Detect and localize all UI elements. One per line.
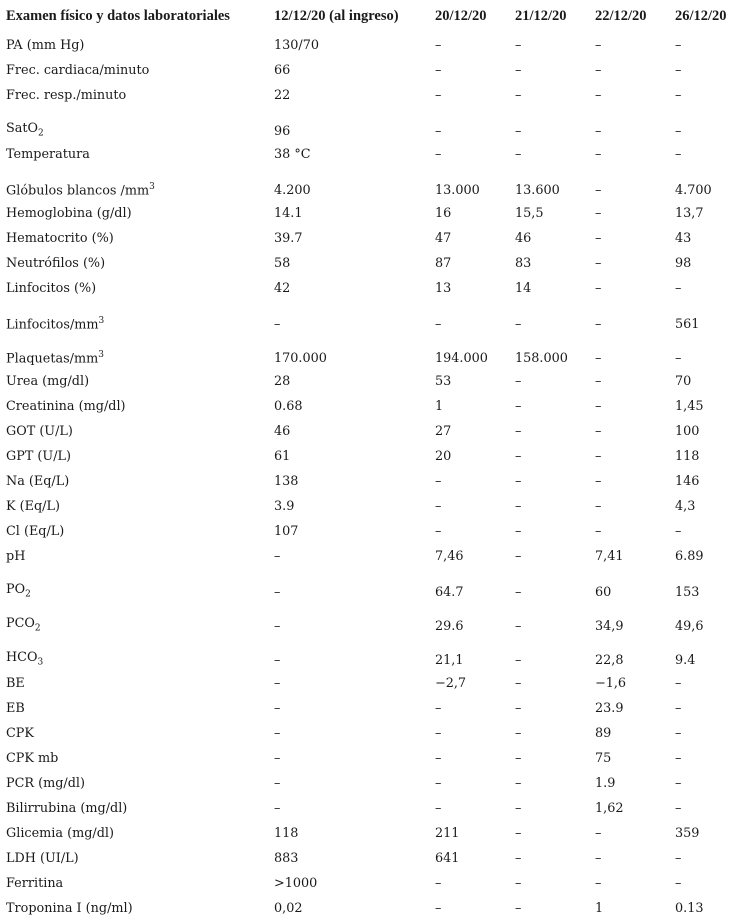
cell-value: – bbox=[515, 38, 522, 53]
cell-value: 22 bbox=[274, 88, 291, 103]
header-date-1: 12/12/20 (al ingreso) bbox=[274, 8, 399, 24]
cell-value: 49,6 bbox=[675, 619, 704, 634]
row-label-text: Bilirrubina (mg/dl) bbox=[6, 801, 128, 816]
cell-value: – bbox=[435, 776, 442, 791]
cell-value: – bbox=[515, 88, 522, 103]
row-label-text: Creatinina (mg/dl) bbox=[6, 399, 126, 414]
cell-value: – bbox=[595, 499, 602, 514]
table-row bbox=[0, 696, 746, 721]
row-label bbox=[0, 821, 268, 846]
row-label bbox=[0, 637, 268, 671]
row-label bbox=[0, 419, 268, 444]
table-row bbox=[0, 637, 746, 671]
cell-value: 1,62 bbox=[595, 801, 624, 816]
cell-value: 6.89 bbox=[675, 549, 704, 564]
row-label bbox=[0, 142, 268, 167]
table-row bbox=[0, 846, 746, 871]
cell-value: 89 bbox=[595, 726, 612, 741]
cell-value: – bbox=[435, 701, 442, 716]
row-label bbox=[0, 519, 268, 544]
row-label bbox=[0, 603, 268, 637]
cell-value: 58 bbox=[274, 256, 291, 271]
cell-value: – bbox=[435, 499, 442, 514]
row-label-text: LDH (UI/L) bbox=[6, 851, 79, 866]
cell-value: – bbox=[595, 351, 602, 366]
cell-value: 130/70 bbox=[274, 38, 320, 53]
row-label bbox=[0, 746, 268, 771]
table-row bbox=[0, 721, 746, 746]
row-label bbox=[0, 771, 268, 796]
cell-value: 883 bbox=[274, 851, 299, 866]
cell-value: – bbox=[515, 474, 522, 489]
row-label-text: PA (mm Hg) bbox=[6, 38, 85, 53]
cell-value: 61 bbox=[274, 449, 291, 464]
cell-value: – bbox=[595, 281, 602, 296]
cell-value: 83 bbox=[515, 256, 532, 271]
row-label-text: Na (Eq/L) bbox=[6, 474, 70, 489]
cell-value: – bbox=[515, 499, 522, 514]
table-row bbox=[0, 671, 746, 696]
row-label-text: Neutrófilos (%) bbox=[6, 256, 106, 271]
cell-value: 23.9 bbox=[595, 701, 624, 716]
cell-value: – bbox=[515, 524, 522, 539]
cell-value: 39.7 bbox=[274, 231, 303, 246]
cell-value: 138 bbox=[274, 474, 299, 489]
label-subscript: 2 bbox=[25, 590, 31, 600]
cell-value: – bbox=[675, 147, 682, 162]
cell-value: – bbox=[595, 449, 602, 464]
row-label bbox=[0, 394, 268, 419]
cell-value: – bbox=[515, 653, 522, 668]
header-date-3: 21/12/20 bbox=[515, 8, 567, 24]
row-label-text: CPK bbox=[6, 726, 34, 741]
row-label-text: BE bbox=[6, 676, 25, 691]
cell-value: – bbox=[435, 147, 442, 162]
cell-value: – bbox=[435, 317, 442, 332]
cell-value: 561 bbox=[675, 317, 700, 332]
row-label-text: GPT (U/L) bbox=[6, 449, 72, 464]
row-label-text: Frec. resp./minuto bbox=[6, 88, 127, 103]
cell-value: – bbox=[435, 801, 442, 816]
cell-value: 15,5 bbox=[515, 206, 544, 221]
cell-value: 16 bbox=[435, 206, 452, 221]
cell-value: – bbox=[515, 449, 522, 464]
cell-value: 20 bbox=[435, 449, 452, 464]
cell-value: 4,3 bbox=[675, 499, 696, 514]
cell-value: 1 bbox=[595, 901, 604, 916]
row-label bbox=[0, 846, 268, 871]
label-subscript: 2 bbox=[38, 129, 44, 139]
cell-value: – bbox=[515, 876, 522, 891]
cell-value: 29.6 bbox=[435, 619, 464, 634]
table-row bbox=[0, 369, 746, 394]
table-row bbox=[0, 603, 746, 637]
cell-value: – bbox=[515, 776, 522, 791]
cell-value: – bbox=[274, 676, 281, 691]
table-row bbox=[0, 821, 746, 846]
cell-value: – bbox=[435, 524, 442, 539]
cell-value: 641 bbox=[435, 851, 460, 866]
cell-value: – bbox=[595, 231, 602, 246]
cell-value: – bbox=[675, 38, 682, 53]
cell-value: – bbox=[675, 676, 682, 691]
row-label-text: Temperatura bbox=[6, 147, 90, 162]
cell-value: – bbox=[515, 701, 522, 716]
cell-value: 64.7 bbox=[435, 585, 464, 600]
row-label-text: PO bbox=[6, 582, 26, 598]
cell-value: 87 bbox=[435, 256, 452, 271]
table-row bbox=[0, 519, 746, 544]
row-label bbox=[0, 721, 268, 746]
table-row bbox=[0, 569, 746, 603]
cell-value: 1,45 bbox=[675, 399, 704, 414]
cell-value: – bbox=[274, 619, 281, 634]
cell-value: – bbox=[435, 124, 442, 139]
cell-value: 1.9 bbox=[595, 776, 616, 791]
cell-value: >1000 bbox=[274, 876, 318, 891]
cell-value: – bbox=[515, 549, 522, 564]
cell-value: 28 bbox=[274, 374, 291, 389]
cell-value: 96 bbox=[274, 124, 291, 139]
cell-value: – bbox=[274, 317, 281, 332]
cell-value: – bbox=[595, 826, 602, 841]
cell-value: – bbox=[274, 776, 281, 791]
cell-value: 4.700 bbox=[675, 183, 712, 198]
table-row bbox=[0, 494, 746, 519]
cell-value: – bbox=[675, 124, 682, 139]
cell-value: – bbox=[435, 474, 442, 489]
cell-value: – bbox=[515, 124, 522, 139]
cell-value: – bbox=[515, 826, 522, 841]
row-label-text: Urea (mg/dl) bbox=[6, 374, 90, 389]
table-row bbox=[0, 33, 746, 58]
cell-value: – bbox=[595, 256, 602, 271]
row-label bbox=[0, 33, 268, 58]
table-row bbox=[0, 58, 746, 83]
cell-value: 46 bbox=[274, 424, 291, 439]
row-label-text: Troponina I (ng/ml) bbox=[6, 901, 133, 916]
cell-value: 118 bbox=[274, 826, 299, 841]
row-label bbox=[0, 301, 268, 335]
table-row bbox=[0, 871, 746, 896]
cell-value: 146 bbox=[675, 474, 700, 489]
cell-value: – bbox=[274, 701, 281, 716]
cell-value: – bbox=[515, 424, 522, 439]
cell-value: – bbox=[675, 851, 682, 866]
cell-value: – bbox=[595, 124, 602, 139]
row-label bbox=[0, 201, 268, 226]
table-row bbox=[0, 444, 746, 469]
row-label bbox=[0, 696, 268, 721]
table-row bbox=[0, 335, 746, 369]
cell-value: 70 bbox=[675, 374, 692, 389]
cell-value: – bbox=[515, 63, 522, 78]
row-label-text: Cl (Eq/L) bbox=[6, 524, 65, 539]
cell-value: – bbox=[274, 585, 281, 600]
cell-value: 60 bbox=[595, 585, 612, 600]
table-row bbox=[0, 796, 746, 821]
row-label-text: HCO bbox=[6, 650, 38, 666]
row-label bbox=[0, 108, 268, 142]
row-label-text: Glóbulos blancos /mm bbox=[6, 183, 150, 198]
table-row bbox=[0, 83, 746, 108]
row-label bbox=[0, 544, 268, 569]
cell-value: – bbox=[675, 351, 682, 366]
cell-value: 158.000 bbox=[515, 351, 568, 366]
table-row bbox=[0, 771, 746, 796]
cell-value: – bbox=[435, 901, 442, 916]
cell-value: 22,8 bbox=[595, 653, 624, 668]
cell-value: −1,6 bbox=[595, 676, 627, 691]
cell-value: 13.000 bbox=[435, 183, 480, 198]
row-label bbox=[0, 796, 268, 821]
cell-value: 21,1 bbox=[435, 653, 464, 668]
row-label-text: SatO bbox=[6, 121, 39, 137]
cell-value: 27 bbox=[435, 424, 452, 439]
row-label bbox=[0, 369, 268, 394]
cell-value: – bbox=[274, 653, 281, 668]
cell-value: – bbox=[675, 701, 682, 716]
cell-value: 211 bbox=[435, 826, 460, 841]
cell-value: 7,41 bbox=[595, 549, 624, 564]
row-label-text: Hematocrito (%) bbox=[6, 231, 114, 246]
cell-value: – bbox=[595, 147, 602, 162]
row-label bbox=[0, 251, 268, 276]
row-label-text: EB bbox=[6, 701, 25, 716]
cell-value: 1 bbox=[435, 399, 444, 414]
cell-value: 3.9 bbox=[274, 499, 295, 514]
cell-value: 38 °C bbox=[274, 147, 311, 162]
header-row bbox=[0, 0, 746, 33]
cell-value: 9.4 bbox=[675, 653, 696, 668]
cell-value: – bbox=[595, 524, 602, 539]
row-label-text: Ferritina bbox=[6, 876, 64, 891]
cell-value: 118 bbox=[675, 449, 700, 464]
cell-value: – bbox=[595, 876, 602, 891]
cell-value: – bbox=[675, 751, 682, 766]
cell-value: – bbox=[595, 851, 602, 866]
cell-value: – bbox=[435, 88, 442, 103]
cell-value: – bbox=[675, 876, 682, 891]
cell-value: 34,9 bbox=[595, 619, 624, 634]
cell-value: 0.13 bbox=[675, 901, 704, 916]
cell-value: – bbox=[515, 726, 522, 741]
cell-value: 107 bbox=[274, 524, 299, 539]
cell-value: – bbox=[435, 63, 442, 78]
cell-value: – bbox=[515, 751, 522, 766]
row-label bbox=[0, 871, 268, 896]
cell-value: 194.000 bbox=[435, 351, 488, 366]
row-label bbox=[0, 58, 268, 83]
table-row bbox=[0, 419, 746, 444]
cell-value: – bbox=[595, 63, 602, 78]
cell-value: 75 bbox=[595, 751, 612, 766]
cell-value: 0,02 bbox=[274, 901, 303, 916]
cell-value: – bbox=[595, 474, 602, 489]
cell-value: – bbox=[274, 801, 281, 816]
header-date-5: 26/12/20 bbox=[675, 8, 727, 24]
cell-value: 43 bbox=[675, 231, 692, 246]
row-label-text: CPK mb bbox=[6, 751, 59, 766]
label-superscript: 3 bbox=[98, 315, 105, 326]
table-row bbox=[0, 167, 746, 201]
cell-value: – bbox=[595, 399, 602, 414]
row-label bbox=[0, 569, 268, 603]
table-row bbox=[0, 544, 746, 569]
table-row bbox=[0, 469, 746, 494]
table-row bbox=[0, 276, 746, 301]
cell-value: 0.68 bbox=[274, 399, 303, 414]
cell-value: 47 bbox=[435, 231, 452, 246]
cell-value: – bbox=[515, 851, 522, 866]
cell-value: – bbox=[515, 901, 522, 916]
cell-value: 153 bbox=[675, 585, 700, 600]
header-date-2: 20/12/20 bbox=[435, 8, 487, 24]
cell-value: – bbox=[675, 726, 682, 741]
cell-value: – bbox=[675, 281, 682, 296]
cell-value: – bbox=[515, 585, 522, 600]
cell-value: – bbox=[435, 726, 442, 741]
cell-value: 46 bbox=[515, 231, 532, 246]
row-label-text: Hemoglobina (g/dl) bbox=[6, 206, 132, 221]
cell-value: – bbox=[515, 399, 522, 414]
table-row bbox=[0, 142, 746, 167]
cell-value: 14 bbox=[515, 281, 532, 296]
label-subscript: 3 bbox=[37, 658, 44, 668]
cell-value: – bbox=[515, 147, 522, 162]
row-label bbox=[0, 469, 268, 494]
cell-value: – bbox=[595, 374, 602, 389]
cell-value: – bbox=[274, 751, 281, 766]
cell-value: 53 bbox=[435, 374, 452, 389]
table-header bbox=[0, 0, 746, 33]
cell-value: – bbox=[435, 751, 442, 766]
cell-value: – bbox=[515, 374, 522, 389]
table-row bbox=[0, 746, 746, 771]
row-label-text: Linfocitos (%) bbox=[6, 281, 97, 296]
cell-value: 13 bbox=[435, 281, 452, 296]
row-label bbox=[0, 335, 268, 369]
cell-value: – bbox=[675, 88, 682, 103]
cell-value: – bbox=[274, 726, 281, 741]
cell-value: – bbox=[435, 876, 442, 891]
row-label-text: PCO bbox=[6, 616, 35, 632]
row-label bbox=[0, 671, 268, 696]
cell-value: – bbox=[595, 183, 602, 198]
cell-value: – bbox=[675, 776, 682, 791]
cell-value: – bbox=[515, 619, 522, 634]
row-label bbox=[0, 226, 268, 251]
cell-value: 4.200 bbox=[274, 183, 311, 198]
cell-value: – bbox=[595, 38, 602, 53]
cell-value: 13.600 bbox=[515, 183, 560, 198]
row-label bbox=[0, 444, 268, 469]
cell-value: – bbox=[515, 317, 522, 332]
table-row bbox=[0, 201, 746, 226]
row-label-text: GOT (U/L) bbox=[6, 424, 73, 439]
table-row bbox=[0, 226, 746, 251]
row-label-text: K (Eq/L) bbox=[6, 499, 60, 514]
cell-value: 13,7 bbox=[675, 206, 704, 221]
cell-value: – bbox=[675, 524, 682, 539]
header-parameter: Examen físico y datos laboratoriales bbox=[6, 8, 230, 24]
row-label bbox=[0, 167, 268, 201]
table-body bbox=[0, 33, 746, 921]
row-label-text: pH bbox=[6, 549, 26, 564]
row-label bbox=[0, 276, 268, 301]
cell-value: 7,46 bbox=[435, 549, 464, 564]
row-label-text: Frec. cardiaca/minuto bbox=[6, 63, 150, 78]
cell-value: 14.1 bbox=[274, 206, 303, 221]
row-label-text: Plaquetas/mm bbox=[6, 351, 99, 366]
label-superscript: 3 bbox=[98, 349, 104, 360]
cell-value: 100 bbox=[675, 424, 700, 439]
table-row bbox=[0, 251, 746, 276]
table-row bbox=[0, 301, 746, 335]
cell-value: – bbox=[595, 206, 602, 221]
cell-value: – bbox=[274, 549, 281, 564]
table-row bbox=[0, 108, 746, 142]
cell-value: – bbox=[595, 424, 602, 439]
cell-value: – bbox=[595, 317, 602, 332]
label-subscript: 2 bbox=[34, 624, 41, 634]
cell-value: – bbox=[515, 676, 522, 691]
cell-value: 42 bbox=[274, 281, 291, 296]
cell-value: 359 bbox=[675, 826, 700, 841]
cell-value: 98 bbox=[675, 256, 692, 271]
row-label-text: Linfocitos/mm bbox=[6, 317, 99, 332]
label-superscript: 3 bbox=[149, 181, 155, 192]
cell-value: 170.000 bbox=[274, 351, 327, 366]
cell-value: 66 bbox=[274, 63, 291, 78]
cell-value: – bbox=[595, 88, 602, 103]
table-row bbox=[0, 394, 746, 419]
row-label-text: PCR (mg/dl) bbox=[6, 776, 86, 791]
cell-value: – bbox=[515, 801, 522, 816]
cell-value: – bbox=[675, 63, 682, 78]
header-date-4: 22/12/20 bbox=[595, 8, 647, 24]
cell-value: – bbox=[675, 801, 682, 816]
cell-value: −2,7 bbox=[435, 676, 467, 691]
cell-value: – bbox=[435, 38, 442, 53]
row-label-text: Glicemia (mg/dl) bbox=[6, 826, 114, 841]
row-label bbox=[0, 83, 268, 108]
row-label bbox=[0, 494, 268, 519]
